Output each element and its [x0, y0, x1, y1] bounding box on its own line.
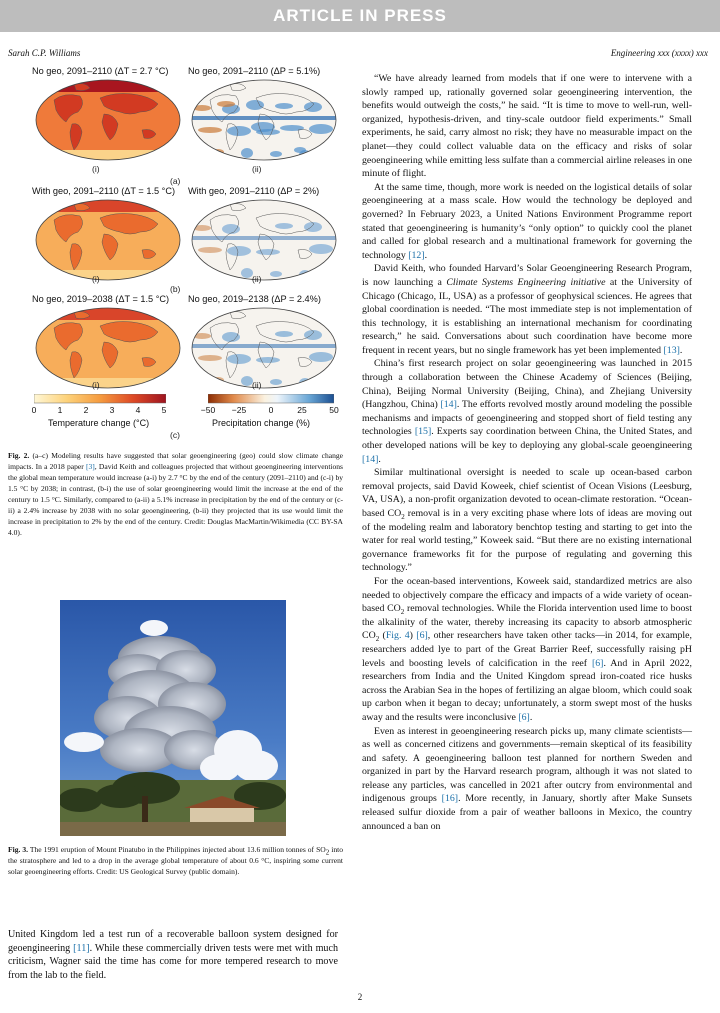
p7-text-a: Even as interest in geoengineering research picks up, many climate scientists—as well as concerned citizens and governments—remain skeptical of its feasibility and safety. A geoengineering balloon test planned for northern Sweden and organized in part by the Harvard research program, although it was not slated to release any particles, was cancelled in 2021 after outcry from environmental and indigenous groups	[362, 725, 692, 805]
figure-3-caption	[8, 844, 343, 877]
co2-subscript: 2	[375, 635, 380, 644]
p3-text-c: .	[679, 344, 683, 356]
temp-tick-2: 2	[83, 405, 89, 415]
ref-6-link[interactable]: [6]	[416, 630, 428, 642]
ref-6b-link[interactable]: [6]	[591, 657, 604, 669]
precipitation-map-a	[190, 78, 338, 162]
running-head-author: Sarah C.P. Williams	[8, 48, 81, 58]
page-number: 2	[357, 992, 363, 1002]
precip-tick-4: 50	[329, 405, 339, 415]
figure-2-caption-label: Fig. 2.	[8, 451, 30, 460]
temp-tick-0: 0	[31, 405, 37, 415]
ref-14b-link[interactable]: [14]	[362, 453, 379, 465]
temp-tick-4: 4	[135, 405, 141, 415]
paragraph-7	[362, 725, 692, 834]
left-column-body	[8, 928, 338, 982]
p5-text-a: Similar multinational oversight is needed to scale up ocean-based carbon removal projects, said David Koweek, chief scientist of Ocean Visions (Leesburg, VA, USA), a non-profit organization devoted to ocean-climate restoration. “Ocean-based CO	[362, 467, 692, 519]
temperature-map-c	[34, 306, 182, 390]
left-body-text-a: United Kingdom led a test run of a recoverable balloon system designed for geoengineering	[8, 929, 338, 954]
paragraph-3	[362, 262, 692, 357]
temperature-colorbar	[34, 394, 166, 404]
precip-tick-1: −25	[231, 405, 247, 415]
p7-text-b: . More recently, in January, shortly after Make Sunsets released sulfur dioxide from a pair of weather balloons in Mexico, the country announced a ban on	[362, 793, 693, 832]
temperature-colorbar-title: Temperature change (°C)	[48, 418, 150, 428]
p4-text-c: . Experts say coordination between China, the United States, and other developed nations will be key to deploying any global-scale geoengineering	[362, 426, 693, 452]
paragraph-4	[362, 357, 692, 466]
precipitation-map-b	[190, 198, 338, 282]
figure-3-caption-label: Fig. 3.	[8, 845, 29, 854]
p3-text-b: at the University of Chicago (Chicago, IL, USA) as a professor of geophysical sciences. He agrees that global coordination is needed. “The most immediate step is not implementation of this technology, it is establishing an international mechanism for coordinating research,” he said. Conversations about such coordination have become more frequent in recent years, but no single framework has yet been implemented	[362, 276, 693, 356]
panel-a-i-roman: (i)	[92, 164, 100, 174]
paragraph-5	[362, 466, 692, 575]
p6-text-c: (	[379, 630, 386, 642]
p3-text-a: David Keith, who founded Harvard’s Solar Geoengineering Research Program, is now launching a	[362, 263, 692, 288]
paragraph-6	[362, 575, 692, 725]
paragraph-2	[362, 181, 692, 263]
p6-text-g: .	[529, 711, 533, 723]
initiative-name: Climate Systems Engineering initiative	[446, 276, 606, 288]
precip-tick-2: 0	[268, 405, 274, 415]
figure-3-caption-text-a: The 1991 eruption of Mount Pinatubo in the Philippines injected about 13.6 million tonnes of SO	[28, 845, 326, 854]
temperature-map-b	[34, 198, 182, 282]
row-letter-b: (b)	[170, 284, 181, 294]
left-body-text-b: . While these commercially driven tests were met with much criticism, Wagner said the time has come for more tempered research to move from the lab to the field.	[8, 942, 339, 981]
panel-a-ii-label: No geo, 2091–2110 (ΔP = 5.1%)	[188, 66, 321, 76]
panel-b-i-label: With geo, 2091–2110 (ΔT = 1.5 °C)	[32, 186, 176, 196]
pinatubo-eruption-photo	[60, 600, 286, 836]
panel-c-i-label: No geo, 2019–2038 (ΔT = 1.5 °C)	[32, 294, 170, 304]
figure-2-caption-text-b: , David Keith and colleagues projected that without geoengineering interventions the global mean temperature would increase (a-i) by 2.7 °C by the end of the century (2091–2110) and (c-i) by 1.5 °C by 2038; in contrast, (b-i) the use of solar geoengineering would limit the increase at the end of the century to 1.5 °C. Similarly, compared to (a-ii) a 5.1% increase in precipitation by the end of the century or (c-ii) a 2.4% increase by 2038 with no solar geoengineering, (b-ii) they projected that its use would limit the increase in precipitation to 2% by the end of the century. Credit: Douglas MacMartin/Wikimedia (CC BY-SA 4.0).	[8, 462, 343, 537]
p2-text-b: .	[424, 249, 428, 261]
temperature-map-a	[34, 78, 182, 162]
precipitation-colorbar-title: Precipitation change (%)	[212, 418, 311, 428]
panel-a-i-label: No geo, 2091–2110 (ΔT = 2.7 °C)	[32, 66, 169, 76]
ref-16-link[interactable]: [16]	[441, 793, 459, 805]
ref-15-link[interactable]: [15]	[414, 426, 432, 438]
right-column-body	[362, 72, 692, 833]
panel-c-ii-label: No geo, 2019–2138 (ΔP = 2.4%)	[188, 294, 321, 304]
ref-3-link[interactable]: [3]	[85, 462, 95, 471]
precip-tick-0: −50	[200, 405, 216, 415]
figure-2-caption	[8, 450, 343, 538]
fig-4-link[interactable]: Fig. 4	[385, 630, 410, 642]
panel-c-i-roman: (i)	[92, 380, 100, 390]
p2-text-a: At the same time, though, more work is needed on the logistical details of solar geoengineering at a mass scale. How would the technology be deployed and governed? In February 2023, a United Nations Environment Programme report stated that geoengineering is humanity’s “only option” to quickly cool the planet and called for global research and a multinational framework for governing the technology	[362, 181, 692, 261]
row-letter-c: (c)	[170, 430, 180, 440]
ref-11-link[interactable]: [11]	[73, 942, 90, 954]
p4-text-d: .	[378, 453, 381, 465]
ref-13-link[interactable]: [13]	[663, 344, 680, 356]
temp-tick-1: 1	[57, 405, 63, 415]
ref-12-link[interactable]: [12]	[408, 249, 425, 261]
p6-text-f: . And in April 2022, researchers from India and the United Kingdom spread iron-coated rice husks across the Arabian Sea in the hopes of fertilizing an algae bloom, which could soak up carbon when it began to decay; unfortunately, a storm swept most of the husks away and the results were inconclusive	[362, 657, 692, 723]
running-head-journal: Engineering xxx (xxxx) xxx	[610, 48, 708, 58]
precipitation-colorbar	[208, 394, 334, 404]
p6-text-b: removal technologies. While the Florida intervention used lime to boost the alkalinity of the water, thereby increasing its capacity to absorb atmospheric CO	[362, 603, 692, 642]
temp-tick-3: 3	[109, 405, 115, 415]
panel-a-ii-roman: (ii)	[252, 164, 262, 174]
panel-b-ii-label: With geo, 2091–2110 (ΔP = 2%)	[188, 186, 320, 196]
p6-text-a: For the ocean-based interventions, Koweek said, standardized metrics are also needed to objectively compare the efficacy and impacts of a wide variety of ocean-based CO	[362, 575, 692, 615]
panel-b-i-roman: (i)	[92, 274, 100, 284]
precipitation-map-c	[190, 306, 338, 390]
co2-subscript: 2	[400, 608, 405, 617]
p4-text-b: . The efforts revolved mostly around modeling the possible mechanisms and impacts of geoengineering and stopped short of field testing any technologies	[362, 399, 692, 438]
p6-text-e: , other researchers have taken other tacks—in 2014, for example, researchers added lye to part of the Great Barrier Reef, successfully raising pH levels and boosting levels of calcification in the reef	[362, 630, 693, 669]
temp-tick-5: 5	[161, 405, 167, 415]
article-in-press-banner: ARTICLE IN PRESS	[0, 0, 720, 32]
figure-3-caption-text-b: into the stratosphere and led to a drop in the average global temperature of about 0.6 °C, inspiring some current solar geoengineering efforts. Credit: US Geological Survey (public domain).	[8, 845, 343, 876]
figure-2	[30, 66, 355, 446]
ref-6c-link[interactable]: [6]	[518, 711, 530, 723]
so2-subscript: 2	[325, 848, 330, 857]
p5-text-b: removal is in a very exciting phase where lots of ideas are moving out of the modeling realm and laboratory benchtop testing and starting to get into the water for real world testing,” Koweek said. “But there are no existing international governance frameworks fit for the purpose of regulating and governing this technology.”	[362, 508, 692, 574]
co2-subscript: 2	[401, 512, 405, 521]
row-letter-a: (a)	[170, 176, 181, 186]
ref-14-link[interactable]: [14]	[440, 399, 457, 411]
p6-text-d: )	[409, 630, 417, 642]
figure-2-caption-text-a: (a–c) Modeling results have suggested that solar geoengineering (geo) could slow climate change impacts. In a 2018 paper	[8, 451, 343, 471]
panel-b-ii-roman: (ii)	[252, 274, 262, 284]
panel-c-ii-roman: (ii)	[252, 380, 262, 390]
paragraph-1: “We have already learned from models that if one were to intervene with a slowly ramped up, rationally governed solar geoengineering intervention, the benefits would outweigh the costs,” he said. “It is time to move to well-run, well-organized, hypothesis-driven, and tiny-scale outdoor field experiments.” Small experiments, he said, carry almost no risk; they have no measurable impact on the planet—they could collect valuable data on the efficacy and risks of solar geoengineering while emitting less sulfate than a commercial airline releases in one minute of flight.	[362, 73, 692, 180]
p4-text-a: China’s first research project on solar geoengineering was launched in 2015 through a collaboration between the Chinese Academy of Sciences (Beijing, China), Beijing Normal University (Beijing, China), and Zhejiang University (Hangzhou, China)	[362, 358, 692, 411]
precip-tick-3: 25	[297, 405, 307, 415]
